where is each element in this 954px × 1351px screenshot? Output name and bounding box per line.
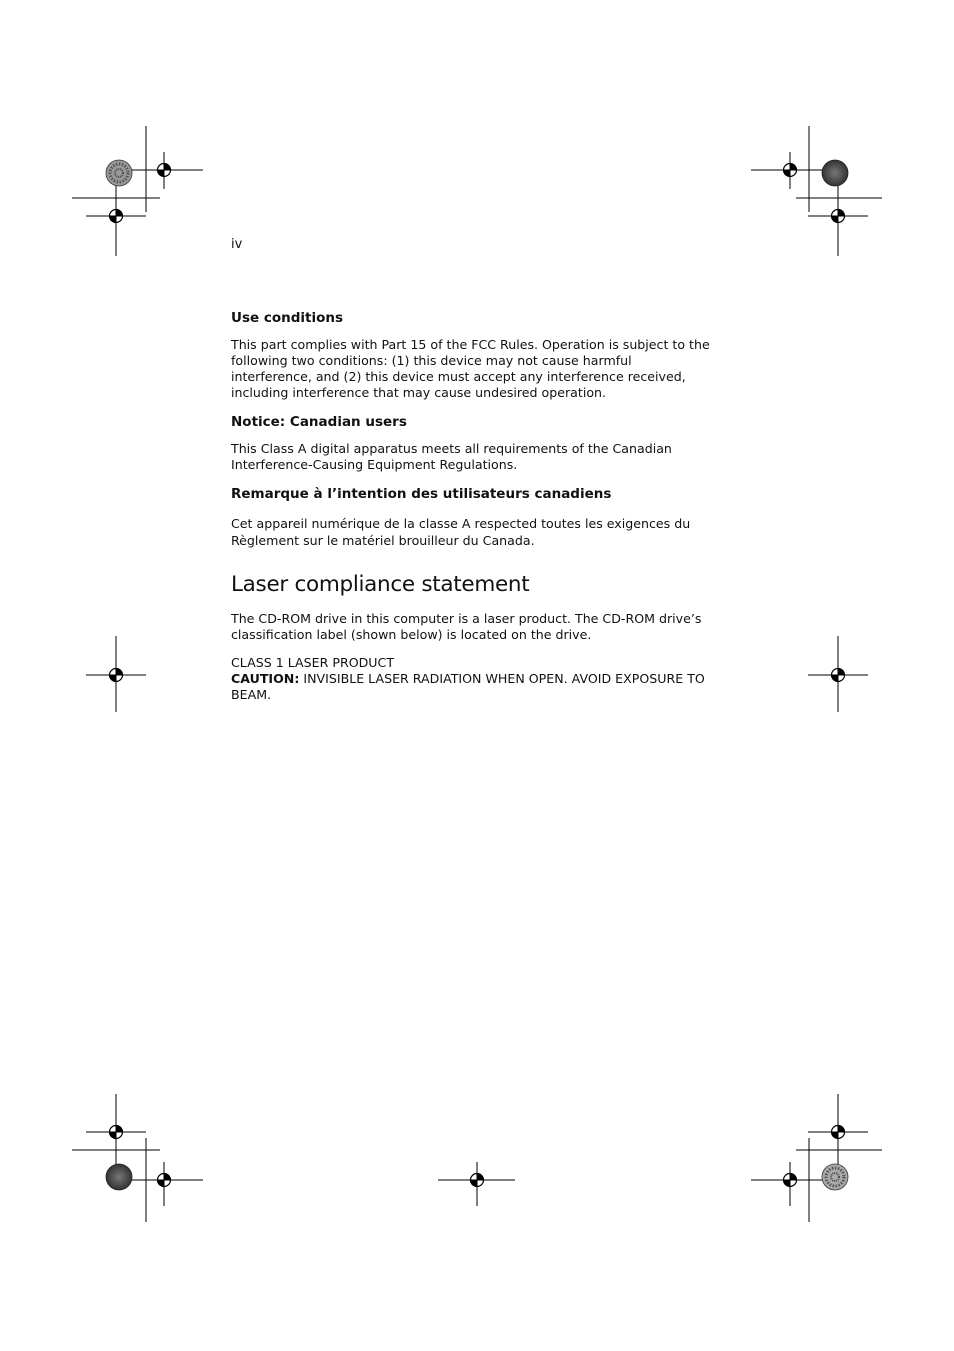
laser-compliance-title: Laser compliance statement [231,572,530,597]
laser-intro-paragraph: The CD-ROM drive in this computer is a laser product. The CD-ROM drive’s classification label (shown below) is located on the drive. [231,611,702,642]
registration-mark-middle-left [86,636,146,712]
section-heading-canadian-users: Notice: Canadian users [231,414,407,430]
section-paragraph-canadian-users: This Class A digital apparatus meets all requirements of the Canadian Interference-Causing Equipment Regulations. [231,441,672,472]
page-number: iv [231,237,243,252]
section-paragraph-remarque: Cet appareil numérique de la classe A respected toutes les exigences du Règlement sur le matériel brouilleur du Canada. [231,516,691,548]
caution-label: CAUTION: [231,671,300,686]
section-heading-remarque: Remarque à l’intention des utilisateurs canadiens [231,486,612,502]
dark-dot-icon-bottom-left [106,1164,132,1190]
registration-mark-bottom-center [438,1162,515,1206]
laser-caution [231,671,711,703]
registration-mark-top-right [751,126,882,256]
page-content [231,309,711,703]
registration-mark-bottom-left [72,1094,203,1222]
section-heading-use-conditions: Use conditions [231,310,344,326]
caution-text: INVISIBLE LASER RADIATION WHEN OPEN. AVOID EXPOSURE TO BEAM. [231,671,705,702]
registration-mark-bottom-right [751,1094,882,1222]
registration-mark-middle-right [808,636,868,712]
registration-mark-top-left [72,126,203,256]
dark-dot-icon-top-right [822,160,848,186]
section-paragraph-use-conditions: This part complies with Part 15 of the FCC Rules. Operation is subject to the following two conditions: (1) this device may not cause harmful interference, and (2) this device must accept any interference received, including interference that may cause undesired operation. [231,337,710,400]
laser-class-line: CLASS 1 LASER PRODUCT [231,655,395,670]
starburst-icon-top-left [106,160,132,186]
starburst-icon-bottom-right [822,1164,848,1190]
